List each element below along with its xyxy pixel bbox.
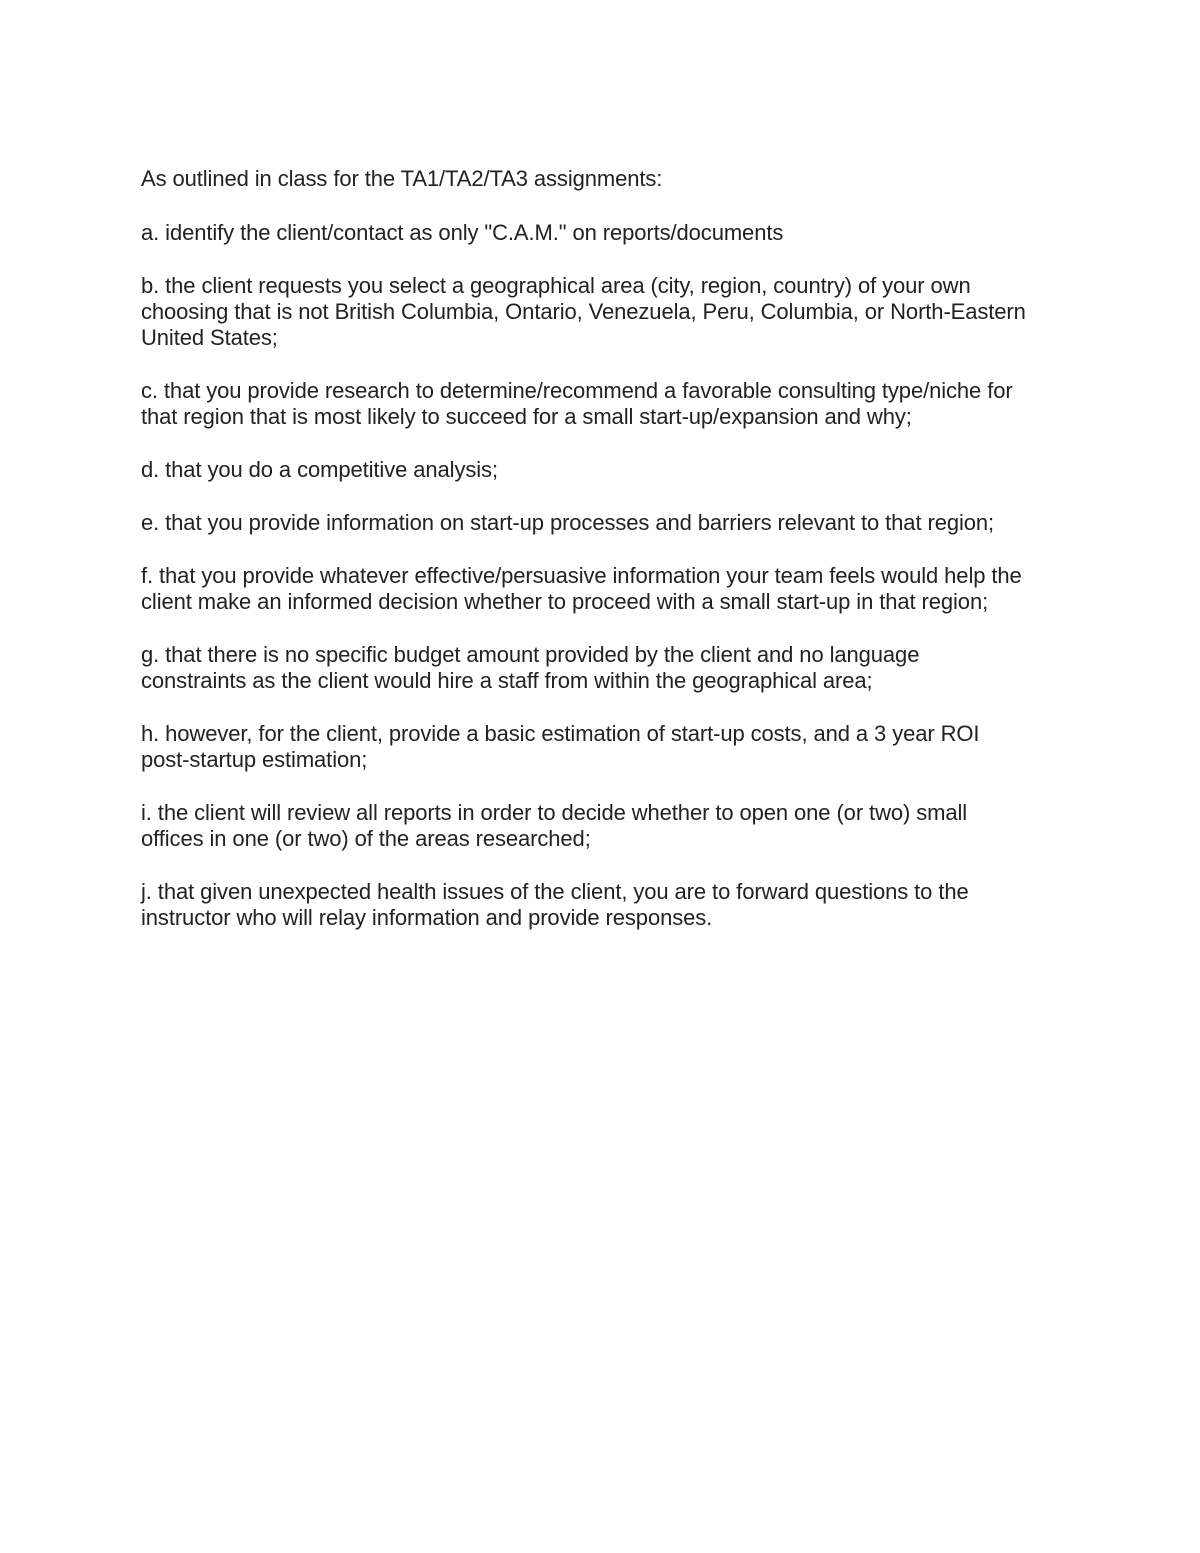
item-line: e. that you provide information on start-up processes and barriers relevant to that region; <box>141 510 995 535</box>
item-line: constraints as the client would hire a staff from within the geographical area; <box>141 668 873 693</box>
document-body <box>141 166 1071 958</box>
item-c <box>141 378 1071 430</box>
item-line: f. that you provide whatever effective/persuasive information your team feels would help the <box>141 563 1022 588</box>
item-line: a. identify the client/contact as only "C.A.M." on reports/documents <box>141 220 784 245</box>
item-e <box>141 510 1071 536</box>
item-i <box>141 800 1071 852</box>
item-d <box>141 457 1071 483</box>
item-line: j. that given unexpected health issues of the client, you are to forward questions to the <box>141 879 969 904</box>
item-h <box>141 721 1071 773</box>
item-b <box>141 273 1071 351</box>
item-line: post-startup estimation; <box>141 747 368 772</box>
item-line: choosing that is not British Columbia, Ontario, Venezuela, Peru, Columbia, or North-Eastern <box>141 299 1026 324</box>
item-a <box>141 220 1071 246</box>
intro-paragraph: As outlined in class for the TA1/TA2/TA3 assignments: <box>141 166 663 191</box>
item-j <box>141 879 1071 931</box>
item-line: client make an informed decision whether to proceed with a small start-up in that region; <box>141 589 989 614</box>
item-line: United States; <box>141 325 278 350</box>
item-line: g. that there is no specific budget amount provided by the client and no language <box>141 642 920 667</box>
item-line: d. that you do a competitive analysis; <box>141 457 498 482</box>
item-line: offices in one (or two) of the areas researched; <box>141 826 591 851</box>
item-line: i. the client will review all reports in order to decide whether to open one (or two) small <box>141 800 968 825</box>
item-line: c. that you provide research to determine/recommend a favorable consulting type/niche for <box>141 378 1013 403</box>
item-line: h. however, for the client, provide a basic estimation of start-up costs, and a 3 year ROI <box>141 721 980 746</box>
item-line: b. the client requests you select a geographical area (city, region, country) of your own <box>141 273 971 298</box>
item-line: that region that is most likely to succeed for a small start-up/expansion and why; <box>141 404 912 429</box>
item-g <box>141 642 1071 694</box>
item-line: instructor who will relay information and provide responses. <box>141 905 713 930</box>
item-f <box>141 563 1071 615</box>
